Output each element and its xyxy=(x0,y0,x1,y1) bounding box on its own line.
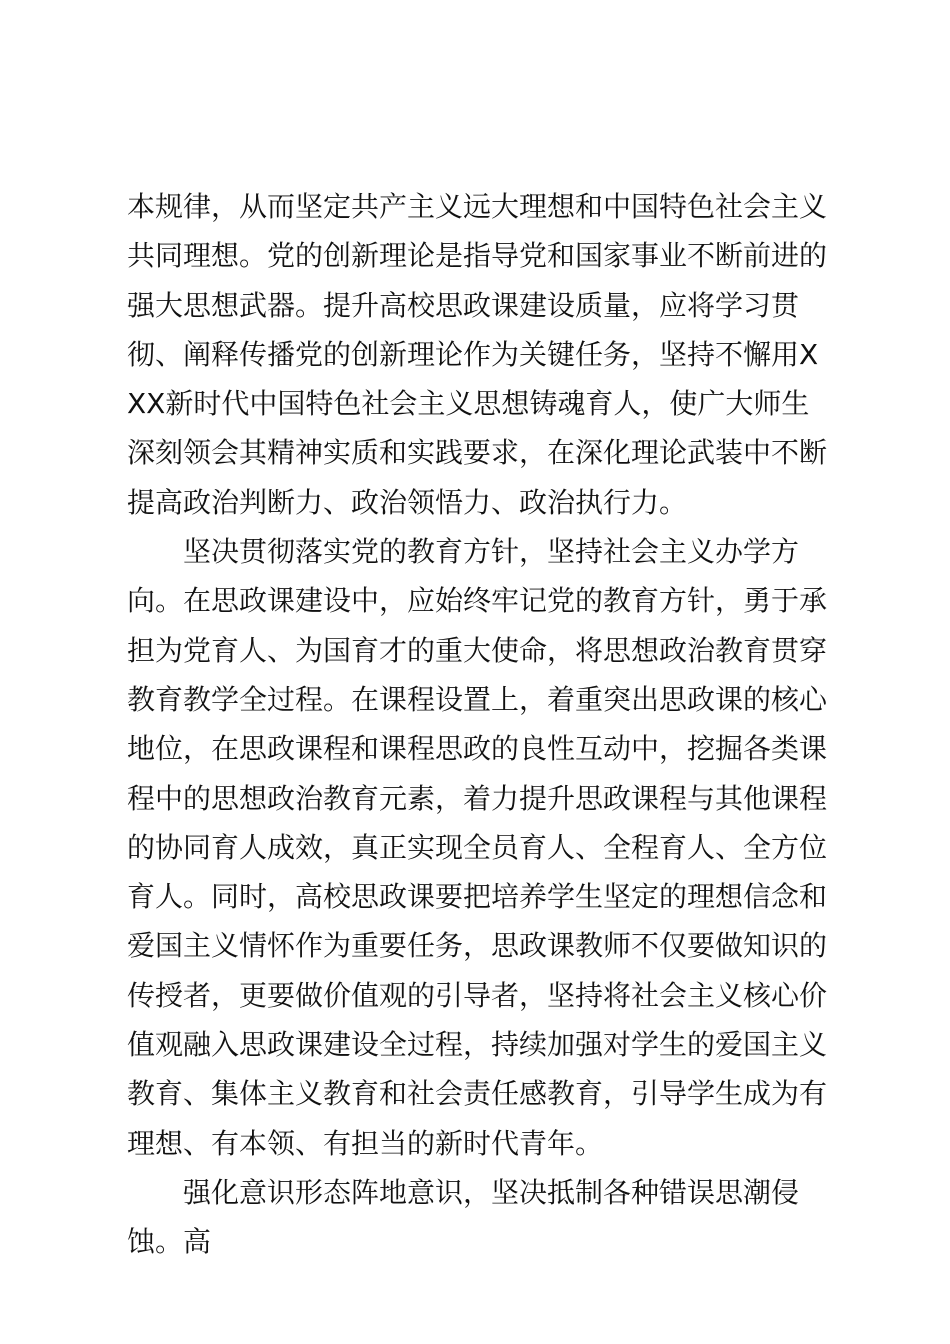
paragraph-3: 强化意识形态阵地意识，坚决抵制各种错误思潮侵蚀。高 xyxy=(127,1175,800,1259)
document-body xyxy=(127,182,837,1267)
paragraph-1: 本规律，从而坚定共产主义远大理想和中国特色社会主义共同理想。党的创新理论是指导党和国家事业不断前进的强大思想武器。提升高校思政课建设质量，应将学习贯彻、阐释传播党的创新理论作为关键任务，坚持不懈用XXX新时代中国特色社会主义思想铸魂育人，使广大师生深刻领会其精神实质和实践要求，在深化理论武装中不断提高政治判断力、政治领悟力、政治执行力。 xyxy=(127,190,828,519)
paragraph-2: 坚决贯彻落实党的教育方针，坚持社会主义办学方向。在思政课建设中，应始终牢记党的教育方针，勇于承担为党育人、为国育才的重大使命，将思想政治教育贯穿教育教学全过程。在课程设置上，着重突出思政课的核心地位，在思政课程和课程思政的良性互动中，挖掘各类课程中的思想政治教育元素，着力提升思政课程与其他课程的协同育人成效，真正实现全员育人、全程育人、全方位育人。同时，高校思政课要把培养学生坚定的理想信念和爱国主义情怀作为重要任务，思政课教师不仅要做知识的传授者，更要做价值观的引导者，坚持将社会主义核心价值观融入思政课建设全过程，持续加强对学生的爱国主义教育、集体主义教育和社会责任感教育，引导学生成为有理想、有本领、有担当的新时代青年。 xyxy=(127,535,828,1160)
